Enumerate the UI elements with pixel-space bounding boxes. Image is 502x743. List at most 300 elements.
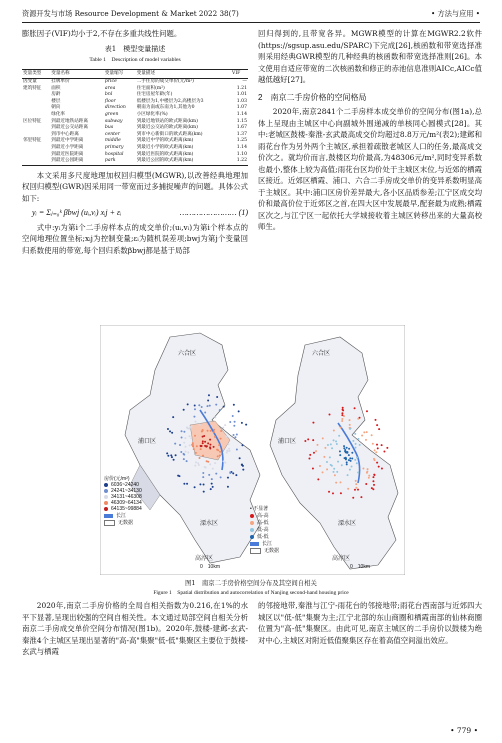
table-cell [22,99,50,106]
map-point [349,457,351,459]
map-point [339,481,341,483]
map-point [336,443,338,445]
map-point [372,488,374,490]
map-point [183,454,185,456]
map-point [329,414,331,416]
legend-swatch [104,483,108,487]
map-point [215,473,217,475]
map-point [209,439,211,441]
map-point [373,484,375,486]
map-point [386,447,388,449]
map-point [348,459,350,461]
map-point [181,430,183,432]
map-point [328,491,330,493]
map-point [315,450,317,452]
table-cell: 1.21 [236,85,247,91]
map-point [209,463,211,465]
map-point [349,469,351,471]
map-point [203,491,205,493]
map-point [371,434,373,436]
table-cell: 到最近地铁站的欧式距离(km) [136,118,198,124]
map-point [201,406,203,408]
hotspot-legend-item [250,519,279,526]
map-point [181,437,183,439]
table-cell: park [104,158,136,165]
map-point [204,445,206,447]
map-point [198,404,200,406]
map-point [206,405,208,407]
map-point [355,480,357,482]
map-point [333,439,335,441]
map-point [367,468,369,470]
map-point [220,438,222,440]
map-point [331,465,333,467]
table-cell: 房龄 [51,92,61,98]
map-point [194,408,196,410]
header-rule [22,22,480,23]
table-header-cell: 变量缩写 [104,69,136,79]
table-cell: area [104,85,116,91]
map-point [375,419,377,421]
table-row [22,158,248,165]
table-cell: price [104,79,117,85]
map-point [317,478,319,480]
map-point [207,400,209,402]
map-point [365,483,367,485]
table-cell: 到最近公交站的欧式距离(km) [136,125,198,131]
table-cell [22,158,50,165]
table-cell: 到最近公交站距离 [51,125,88,131]
map-point [225,436,227,438]
map-point [211,478,213,480]
map-point [356,456,358,458]
table-cell: 挂牌单价 [51,79,70,85]
equation-explanation: 式中:yᵢ为第i个二手房样本点的成交单价;(uᵢ,vᵢ)为第i个样本点的空间地理位置坐标;xᵢj为控制变量;εᵢ为随机误差项;bwj为第j个变量回归系数使用的带宽,每个回归系数βbwj都是基于局部 [22,222,248,255]
map-point [190,437,192,439]
map-point [175,454,177,456]
map-point [348,448,350,450]
map-point [171,432,173,434]
map-point [344,449,346,451]
map-point [366,471,368,473]
map-point [351,452,353,454]
table-cell [22,112,50,119]
map-point [336,471,338,473]
map-point [234,436,236,438]
legend-label: 34131~46308 [111,494,142,500]
page-number: • 779 • [450,726,478,735]
map-point [330,443,332,445]
map-point [322,471,324,473]
legend-river: 长江 [116,513,127,519]
map-point [368,475,370,477]
map-point [351,457,353,459]
table-cell: green [104,112,119,118]
map-point [209,405,211,407]
hotspot-legend-item [250,533,279,540]
map-point [331,447,333,449]
map-point [234,421,236,423]
map-point [343,445,345,447]
map-point [313,452,315,454]
map-point [227,486,229,488]
table-cell: 到最近医院距离 [51,151,84,157]
map-point [202,440,204,442]
legend-nodata: 无数据 [118,520,134,526]
hotspot-swatch [250,528,254,532]
table-cell: 到最近小学的欧式距离(km) [136,145,194,151]
table-cell: 1.14 [236,112,247,118]
map-point [363,431,365,433]
map-point [213,431,215,433]
table-cell: 1.22 [231,158,248,165]
map-point [204,466,206,468]
map-point [180,451,182,453]
table-cell [22,92,50,99]
hotspot-legend-item [250,512,279,519]
map-point [214,462,216,464]
map-point [341,464,343,466]
table-cell: 到最近公园的欧式距离(km) [136,158,231,165]
map-point [214,416,216,418]
map-point [193,416,195,418]
equation-body: yᵢ = Σⱼ₌₀ᵏ βbwj (uᵢ,vᵢ) xᵢj + εᵢ [32,208,122,218]
map-point [319,465,321,467]
table-cell: 1.03 [236,98,247,104]
map-point [340,427,342,429]
equation-1 [22,207,248,219]
map-point [174,443,176,445]
map-point [202,476,204,478]
table-cell: middle [104,138,121,144]
hotspot-label: 低-高 [257,527,269,533]
map-point [208,474,210,476]
map-point [194,435,196,437]
map-point [337,461,339,463]
map-point [202,442,204,444]
map-point [212,468,214,470]
table-cell: — [242,79,247,85]
map-point [185,446,187,448]
map-point [338,435,340,437]
map-point [323,456,325,458]
legend-swatch [104,495,108,499]
map-point [347,488,349,490]
map-point [228,448,230,450]
map-point [215,404,217,406]
map-point [341,412,343,414]
table-cell: 1.67 [236,125,247,131]
map-point [376,462,378,464]
map-point [213,446,215,448]
label-gaochun: 高淳区 [195,556,214,562]
map-point [236,448,238,450]
table-cell: 二手住房的成交单价(元/m²) [136,79,194,85]
map-point [361,434,363,436]
map-point [340,492,342,494]
map-point [189,444,191,446]
map-point [333,468,335,470]
map-point [241,422,243,424]
map-point [229,471,231,473]
left-column [22,28,248,256]
map-point [194,486,196,488]
map-point [346,461,348,463]
table-title: 表1 模型变量描述 [104,44,166,53]
table-row [22,125,248,132]
map-point [228,443,230,445]
map-point [345,457,347,459]
table-cell: 1.10 [236,151,247,157]
figure-caption-cn: 图1 南京二手房价格空间分布及其空间自相关 [185,579,317,587]
map-point [360,496,362,498]
legend-swatch [104,501,108,505]
bottom-right-text: 的邻接地带,秦淮与江宁-雨花台的邻接地带;雨花台西南部与近郊四大城区以"低-低"集聚为主;江宁北部的东山商圈和栖霞南部的仙林商圈位置为"高-低"集聚区。由此可见,南京主城区的二手房价以鼓楼为绝对中心,主城区对附近低值聚集区存在着高值空间溢出效应。 [258,601,482,645]
label-liuhe: 六合区 [178,351,197,357]
legend-label: 24241~34130 [111,488,142,494]
map-point [324,447,326,449]
label-pukou-r: 浦口区 [278,439,297,445]
map-point [341,418,343,420]
map-point [233,404,235,406]
scale-bar: 0 10km [200,564,221,570]
map-point [185,451,187,453]
legend-label: 64135~99884 [111,506,142,512]
map-point [245,424,247,426]
map-point [236,434,238,436]
map-point [212,486,214,488]
map-point [354,459,356,461]
map-point [186,483,188,485]
map-point [202,429,204,431]
table-row [22,145,248,152]
map-point [376,424,378,426]
table-header-cell: 变量类型 [22,69,50,79]
hotspot-swatch [250,521,254,525]
map-point [183,458,185,460]
figure-caption-en: Figure 1 Spatial distribution and autocorrelation of Nanjing second-hand housing price [153,590,349,596]
table-cell: floor [104,98,116,104]
map-point [186,426,188,428]
map-point [335,482,337,484]
map-point [359,444,361,446]
label-liuhe-r: 六合区 [312,351,331,357]
section-heading: 2 南京二手房价格的空间格局 [258,92,367,102]
map-point [365,439,367,441]
table-cell: 楼层 [51,98,61,104]
hotspot-label: 高-高 [257,513,269,519]
table-cell: bnl [104,92,113,98]
map-point [167,455,169,457]
map-point [332,492,334,494]
running-header [22,8,480,20]
map-point [239,457,241,459]
map-point [202,455,204,457]
map-point [352,497,354,499]
map-point [373,474,375,476]
map-point [184,437,186,439]
map-point [241,444,243,446]
map-point [355,483,357,485]
table-cell: 到最近地铁站距离 [51,118,88,124]
map-point [349,424,351,426]
map-point [199,457,201,459]
map-point [354,433,356,435]
map-point [352,440,354,442]
map-point [375,451,377,453]
variable-table [22,69,248,166]
map-point [216,396,218,398]
hotspot-swatch [250,535,254,539]
map-point [235,474,237,476]
table-row [22,79,248,86]
table-header-cell: 变量名称 [50,69,104,79]
map-point [335,440,337,442]
map-point [207,442,209,444]
map-point [348,454,350,456]
hotspot-legend-item [250,526,279,533]
map-point [326,461,328,463]
map-point [233,425,235,427]
map-point [187,451,189,453]
label-lishui-r: 溧水区 [338,521,357,527]
map-point [355,443,357,445]
map-point [307,438,309,440]
map-point [188,435,190,437]
table-subtitle: Table 1 Description of model variables [89,57,181,63]
map-point [229,450,231,452]
map-point [194,405,196,407]
map-point [383,451,385,453]
legend-swatch [104,489,108,493]
map-point [210,488,212,490]
map-point [218,444,220,446]
map-point [220,430,222,432]
map-point [219,454,221,456]
table-cell: 到最近中学距离 [51,138,84,144]
map-point [217,455,219,457]
map-point [357,418,359,420]
map-point [342,407,344,409]
map-point [202,436,204,438]
table-cell: 到最近医院的欧式距离(km) [136,151,194,157]
map-point [308,457,310,459]
map-point [227,477,229,479]
map-point [354,407,356,409]
map-point [214,436,216,438]
map-point [354,489,356,491]
map-point [241,463,243,465]
table-cell: 面积 [51,85,61,91]
label-lishui: 溧水区 [200,521,219,527]
table-cell [22,145,50,152]
table-cell: primary [104,145,124,151]
map-point [219,409,221,411]
map-point [186,460,188,462]
map-point [378,428,380,430]
map-point [183,442,185,444]
table-cell: hospital [104,151,124,157]
map-point [194,421,196,423]
map-point [199,483,201,485]
table-cell: 小区绿化率(%) [136,112,168,118]
map-point [213,429,215,431]
map-point [346,447,348,449]
section-label: • 方法与应用 • [431,9,480,18]
map-point [179,444,181,446]
map-point [232,415,234,417]
map-point [342,409,344,411]
map-point [309,454,311,456]
map-point [171,456,173,458]
table-cell: 因变量 [23,79,37,85]
map-point [368,477,370,479]
map-point [204,441,206,443]
journal-title: 资源开发与市场 Resource Development & Market 2022 38(7) [22,9,239,18]
table-cell: 到市中心新街口的欧式距离(km) [136,131,203,137]
map-point [366,410,368,412]
map-point [204,412,206,414]
map-point [238,410,240,412]
map-point [366,431,368,433]
map-point [193,448,195,450]
table-cell: 建筑特征 [23,85,42,91]
map-point [194,465,196,467]
map-point [222,460,224,462]
map-point [203,484,205,486]
map-point [349,428,351,430]
map-point [322,437,324,439]
table-cell: 1.07 [236,105,247,111]
map-point [197,462,199,464]
map-point [183,483,185,485]
map-point [200,448,202,450]
label-pukou: 浦口区 [138,439,157,445]
table-row [22,112,248,119]
map-point [339,450,341,452]
table-cell: 1.14 [236,145,247,151]
map-point [355,447,357,449]
map-point [312,422,314,424]
map-point [222,427,224,429]
label-gaochun-r: 高淳区 [332,556,351,562]
map-point [346,463,348,465]
map-point [173,459,175,461]
table-cell: center [104,131,120,137]
map-point [345,451,347,453]
table-header-cell: 变量描述 [136,69,231,79]
map-point [207,430,209,432]
map-point [312,439,314,441]
map-point [326,468,328,470]
map-point [187,403,189,405]
map-point [223,406,225,408]
legend-label: 6036~24240 [111,482,139,488]
right-column [258,28,482,233]
map-point [224,462,226,464]
intro-text: 膨胀因子(VIF)均小于2,不存在多重共线性问题。 [22,29,182,38]
price-legend [104,475,142,526]
map-point [169,430,171,432]
map-point [200,445,202,447]
table-cell: 1.15 [236,118,247,124]
mgwr-paragraph: 本文采用多尺度地理加权回归模型(MGWR),以改善经典地理加权回归模型(GWR)因采用同一带宽而过多捕捉噪声的问题。具体公式如下: [22,170,248,203]
map-point [211,483,213,485]
map-point [207,461,209,463]
scale-bar-right: 0 10km [350,564,371,570]
map-point [373,458,375,460]
map-point [304,440,306,442]
